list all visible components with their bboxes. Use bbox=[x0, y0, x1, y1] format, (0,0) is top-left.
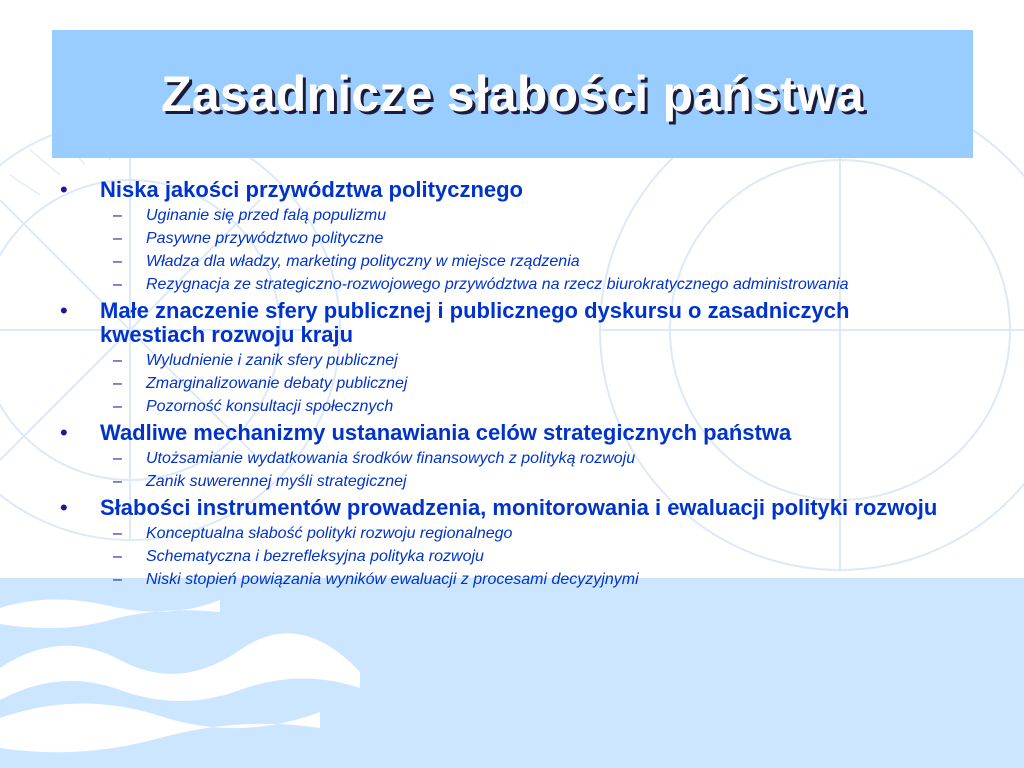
sub-item bbox=[100, 276, 960, 294]
sub-item bbox=[100, 398, 960, 416]
sub-marker: – bbox=[113, 571, 122, 588]
slide-title: Zasadnicze słabości państwa bbox=[161, 66, 864, 122]
bullet-list bbox=[60, 178, 960, 589]
sub-item bbox=[100, 450, 960, 468]
bullet-marker: • bbox=[60, 495, 68, 520]
sub-text: Rezygnacja ze strategiczno-rozwojowego przywództwa na rzecz biurokratycznego administrowania bbox=[146, 276, 849, 293]
sub-text: Pasywne przywództwo polityczne bbox=[146, 230, 384, 247]
bullet-marker: • bbox=[60, 298, 68, 323]
sub-item bbox=[100, 525, 960, 543]
sub-marker: – bbox=[113, 230, 122, 247]
sub-text: Uginanie się przed falą populizmu bbox=[146, 207, 387, 224]
sub-item bbox=[100, 473, 960, 491]
bullet-marker: • bbox=[60, 420, 68, 445]
bullet-item bbox=[60, 421, 960, 491]
bullet-item bbox=[60, 299, 960, 416]
sub-marker: – bbox=[113, 450, 122, 467]
sub-text: Niski stopień powiązania wyników ewaluacji z procesami decyzyjnymi bbox=[146, 571, 639, 588]
sub-text: Pozorność konsultacji społecznych bbox=[146, 398, 394, 415]
sub-item bbox=[100, 548, 960, 566]
sub-marker: – bbox=[113, 276, 122, 293]
bullet-text: Małe znaczenie sfery publicznej i publicznego dyskursu o zasadniczych kwestiach rozwoju kraju bbox=[100, 298, 850, 347]
slide-content bbox=[60, 178, 960, 594]
sub-marker: – bbox=[113, 548, 122, 565]
sub-list bbox=[100, 352, 960, 416]
sub-marker: – bbox=[113, 398, 122, 415]
bullet-item bbox=[60, 496, 960, 589]
sub-text: Zmarginalizowanie debaty publicznej bbox=[146, 375, 408, 392]
sub-marker: – bbox=[113, 375, 122, 392]
sub-item bbox=[100, 230, 960, 248]
bullet-text: Słabości instrumentów prowadzenia, monitorowania i ewaluacji polityki rozwoju bbox=[100, 495, 938, 520]
bullet-item bbox=[60, 178, 960, 294]
sub-item bbox=[100, 375, 960, 393]
sub-marker: – bbox=[113, 253, 122, 270]
sub-list bbox=[100, 525, 960, 589]
sub-item bbox=[100, 571, 960, 589]
sub-text: Władza dla władzy, marketing polityczny w miejsce rządzenia bbox=[146, 253, 580, 270]
sub-text: Utożsamianie wydatkowania środków finansowych z polityką rozwoju bbox=[146, 450, 636, 467]
title-banner bbox=[52, 30, 973, 158]
sub-marker: – bbox=[113, 352, 122, 369]
sub-marker: – bbox=[113, 473, 122, 490]
sub-item bbox=[100, 253, 960, 271]
sub-list bbox=[100, 207, 960, 294]
sub-marker: – bbox=[113, 207, 122, 224]
sub-item bbox=[100, 352, 960, 370]
sub-list bbox=[100, 450, 960, 491]
sub-text: Wyludnienie i zanik sfery publicznej bbox=[146, 352, 398, 369]
bullet-marker: • bbox=[60, 177, 68, 202]
sub-text: Schematyczna i bezrefleksyjna polityka rozwoju bbox=[146, 548, 484, 565]
bullet-text: Niska jakości przywództwa politycznego bbox=[100, 177, 523, 202]
sub-text: Zanik suwerennej myśli strategicznej bbox=[146, 473, 407, 490]
sub-item bbox=[100, 207, 960, 225]
sub-marker: – bbox=[113, 525, 122, 542]
sub-text: Konceptualna słabość polityki rozwoju regionalnego bbox=[146, 525, 513, 542]
bullet-text: Wadliwe mechanizmy ustanawiania celów strategicznych państwa bbox=[100, 420, 792, 445]
